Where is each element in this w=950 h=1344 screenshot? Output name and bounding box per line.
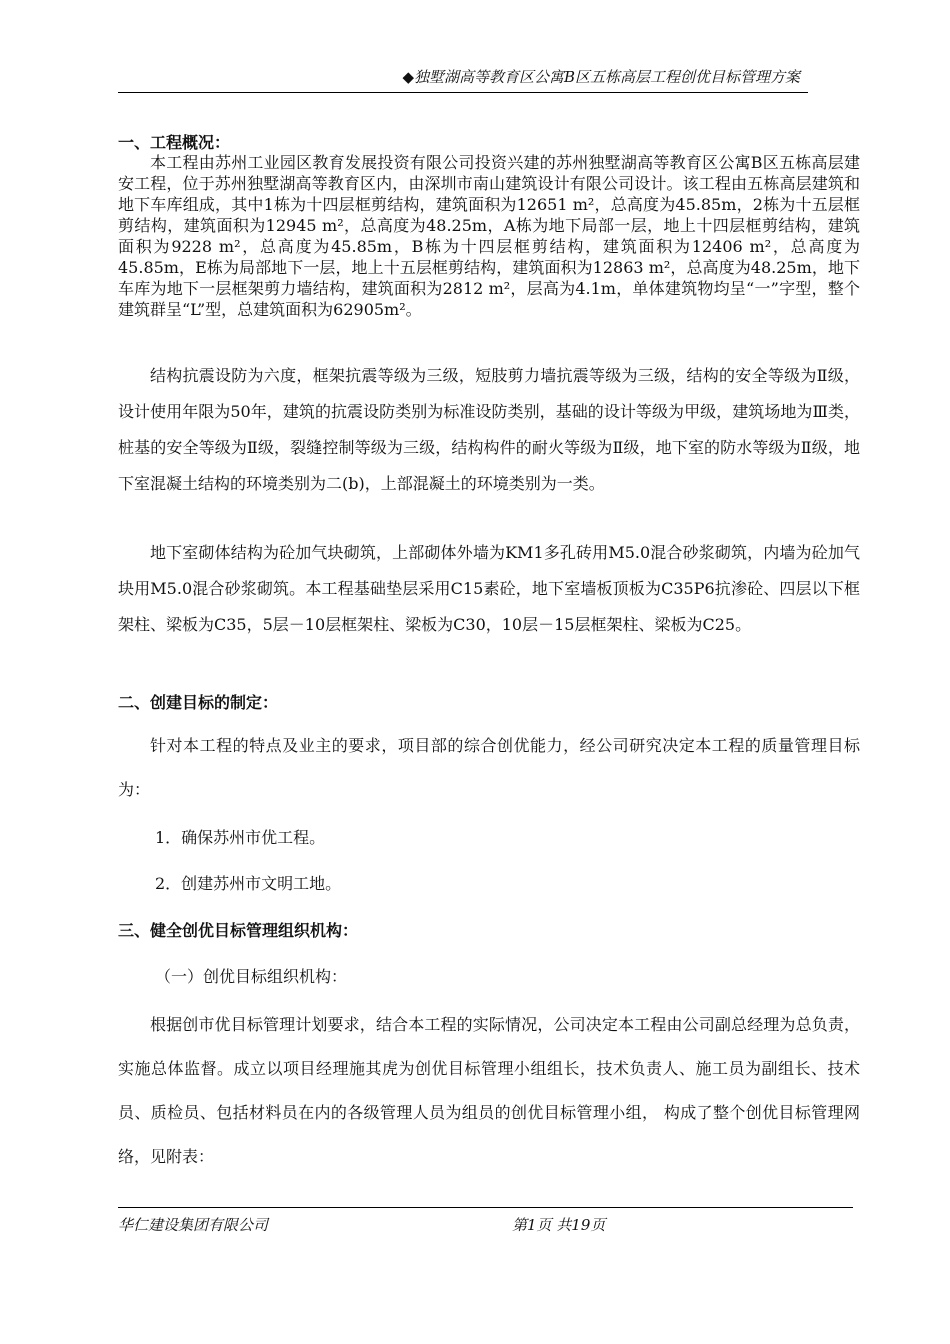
footer-company: 华仁建设集团有限公司 [118, 1216, 269, 1234]
footer-rule [118, 1207, 853, 1208]
section2-heading: 二、创建目标的制定： [118, 693, 279, 712]
header-title: ◆独墅湖高等教育区公寓B区五栋高层工程创优目标管理方案 [402, 68, 800, 86]
section1-para2: 结构抗震设防为六度，框架抗震等级为三级，短肢剪力墙抗震等级为三级，结构的安全等级为Ⅱ级，设计使用年限为50年，建筑的抗震设防类别为标准设防类别，基础的设计等级为甲级，建筑场地为Ⅲ类，桩基的安全等级为Ⅱ级，裂缝控制等级为三级，结构构件的耐火等级为Ⅱ级，地下室的防水等级为Ⅱ级，地下室混凝土结构的环境类别为二(b)，上部混凝土的环境类别为一类。 [118, 366, 860, 493]
page-header [118, 62, 808, 93]
section3-para: 根据创市优目标管理计划要求，结合本工程的实际情况，公司决定本工程由公司副总经理为总负责，实施总体监督。成立以项目经理施其虎为创优目标管理小组组长，技术负责人、施工员为副组长、技术员、质检员、包括材料员在内的各级管理人员为组员的创优目标管理小组， 构成了整个创优目标管理网络，见附表： [118, 1015, 860, 1166]
section2-para: 针对本工程的特点及业主的要求，项目部的综合创优能力，经公司研究决定本工程的质量管理目标为： [118, 736, 860, 799]
section3-heading: 三、健全创优目标管理组织机构： [118, 921, 359, 940]
section1-para1: 本工程由苏州工业园区教育发展投资有限公司投资兴建的苏州独墅湖高等教育区公寓B区五栋高层建安工程，位于苏州独墅湖高等教育区内，由深圳市南山建筑设计有限公司设计。该工程由五栋高层建筑和地下车库组成，其中1栋为十四层框剪结构，建筑面积为12651 m²，总高度为45.85m，2栋为十五层框剪结构，建筑面积为12945 m²，总高度为48.25m，A栋为地下局部一层，地上十四层框剪结构，建筑面积为9228 m²，总高度为45.85m，B栋为十四层框剪结构，建筑面积为12406 m²，总高度为45.85m，E栋为局部地下一层，地上十五层框剪结构，建筑面积为12863 m²，总高度为48.25m，地下车库为地下一层框架剪力墙结构，建筑面积为2812 m²，层高为4.1m，单体建筑物均呈“一”字型，整个建筑群呈“L”型，总建筑面积为62905m²。 [118, 153, 860, 319]
section1-para3: 地下室砌体结构为砼加气块砌筑，上部砌体外墙为KM1多孔砖用M5.0混合砂浆砌筑，内墙为砼加气块用M5.0混合砂浆砌筑。本工程基础垫层采用C15素砼，地下室墙板顶板为C35P6抗渗砼、四层以下框架柱、梁板为C35，5层－10层框架柱、梁板为C30，10层－15层框架柱、梁板为C25。 [118, 543, 860, 634]
section3-subheading: （一）创优目标组织机构： [155, 967, 348, 986]
goal-item-1: 1．确保苏州市优工程。 [155, 828, 326, 847]
section1-heading: 一、工程概况： [118, 133, 231, 152]
goal-item-2: 2．创建苏州市文明工地。 [155, 874, 342, 893]
footer-page-number: 第1页 共19页 [512, 1216, 606, 1234]
